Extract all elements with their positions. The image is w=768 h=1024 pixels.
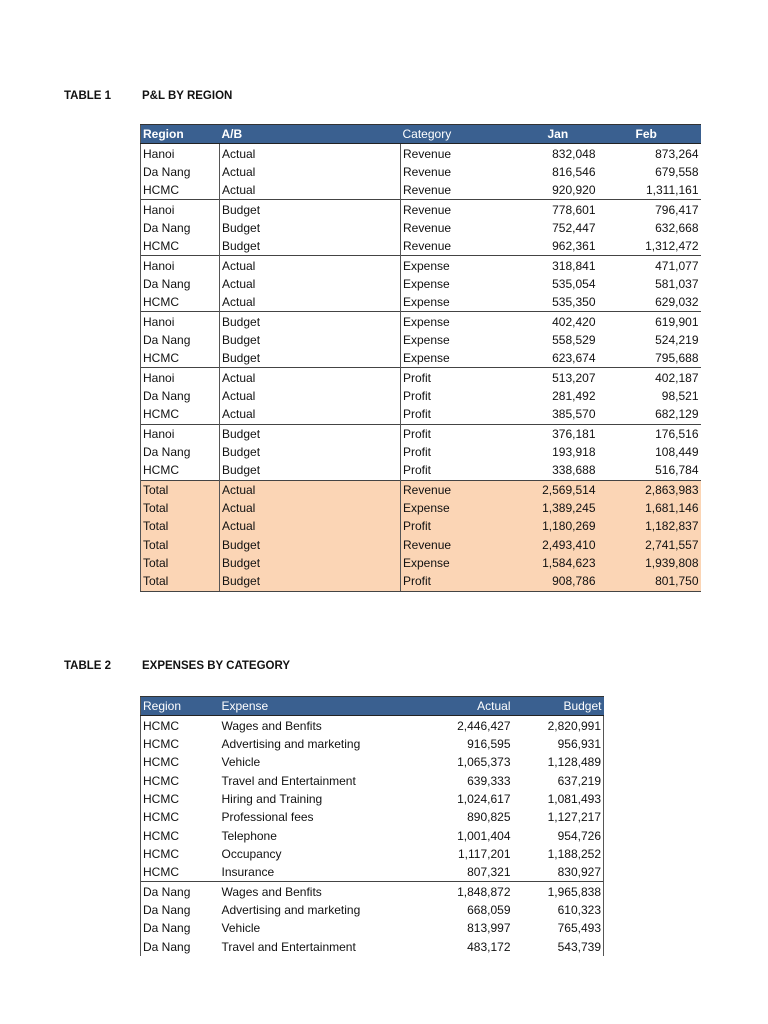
cell-region: HCMC	[141, 293, 220, 312]
cell-region: Hanoi	[141, 312, 220, 331]
table-row	[141, 424, 701, 443]
cell-feb: 1,939,808	[598, 554, 701, 572]
table-row	[141, 808, 604, 826]
table-header-row	[141, 697, 604, 716]
cell-ab: Actual	[220, 163, 401, 181]
cell-category: Expense	[401, 312, 501, 331]
cell-feb: 402,187	[598, 368, 701, 387]
cell-jan: 752,447	[552, 220, 596, 235]
cell-region: HCMC	[141, 237, 220, 256]
cell-ab: Actual	[220, 480, 401, 499]
cell-feb: 619,901	[598, 312, 701, 331]
cell-actual: 2,446,427	[457, 718, 511, 733]
table2-title: EXPENSES BY CATEGORY	[142, 660, 291, 672]
cell-category: Expense	[401, 349, 501, 368]
table-row	[141, 716, 604, 735]
cell-jan: 193,918	[552, 445, 596, 460]
cell-jan: 318,841	[501, 256, 598, 275]
cell-region: Hanoi	[141, 144, 220, 163]
table-row	[141, 461, 701, 480]
cell-expense: Hiring and Training	[221, 791, 323, 806]
cell-category: Expense	[401, 554, 501, 572]
table-row	[141, 387, 701, 405]
cell-ab: Budget	[220, 349, 401, 368]
table-row	[141, 845, 604, 863]
table1-label: TABLE 1	[64, 90, 112, 102]
cell-feb: 795,688	[655, 351, 699, 366]
table-row	[141, 275, 701, 293]
table-row	[141, 349, 701, 368]
table-row	[141, 443, 701, 461]
cell-budget: 543,739	[513, 937, 604, 955]
cell-jan: 1,180,269	[501, 517, 598, 535]
cell-jan: 535,054	[552, 276, 596, 291]
cell-region: HCMC	[141, 405, 220, 424]
cell-budget: 1,081,493	[513, 790, 604, 808]
cell-jan: 385,570	[552, 407, 596, 422]
cell-jan: 1,584,623	[501, 554, 598, 572]
cell-actual: 813,997	[467, 921, 511, 936]
cell-feb: 2,741,557	[598, 536, 701, 554]
cell-ab: Actual	[220, 368, 401, 387]
cell-feb: 471,077	[598, 256, 701, 275]
cell-ab: Actual	[220, 144, 401, 163]
cell-category: Profit	[401, 572, 501, 591]
pl-by-region-table	[140, 124, 701, 592]
cell-ab: Actual	[220, 293, 401, 312]
table-row	[141, 405, 701, 424]
cell-actual: 1,117,201	[458, 846, 511, 861]
cell-region: Da Nang	[141, 387, 220, 405]
cell-feb: 108,449	[655, 445, 699, 460]
cell-ab: Actual	[220, 256, 401, 275]
cell-ab: Budget	[220, 554, 401, 572]
cell-region: HCMC	[141, 349, 220, 368]
header-actual: Actual	[420, 697, 513, 716]
cell-feb: 98,521	[661, 388, 699, 403]
cell-region: Total	[141, 554, 220, 572]
table-row	[141, 163, 701, 181]
cell-category: Revenue	[401, 144, 501, 163]
header-jan: Jan	[501, 125, 598, 144]
table-row	[141, 735, 604, 753]
cell-jan: 558,529	[552, 332, 596, 347]
table2-label: TABLE 2	[64, 660, 112, 672]
cell-category: Profit	[401, 368, 501, 387]
cell-jan: 816,546	[552, 164, 596, 179]
cell-jan: 778,601	[501, 200, 598, 219]
header-category: Category	[401, 125, 501, 144]
cell-ab: Actual	[220, 181, 401, 200]
cell-expense: Vehicle	[221, 755, 261, 770]
cell-category: Revenue	[401, 480, 501, 499]
cell-region: Hanoi	[141, 424, 220, 443]
table-row	[141, 771, 604, 789]
cell-region: Da Nang	[141, 937, 220, 955]
header-region: Region	[141, 697, 220, 716]
cell-budget: 956,931	[513, 735, 604, 753]
table-row	[141, 753, 604, 771]
cell-expense: Insurance	[221, 865, 275, 880]
cell-ab: Actual	[220, 275, 401, 293]
cell-ab: Budget	[220, 219, 401, 237]
table-row	[141, 919, 604, 937]
cell-ab: Budget	[220, 312, 401, 331]
cell-jan: 1,389,245	[501, 499, 598, 517]
cell-jan: 2,569,514	[501, 480, 598, 499]
cell-actual: 1,024,617	[457, 791, 511, 806]
cell-ab: Budget	[220, 331, 401, 349]
cell-region: Hanoi	[141, 256, 220, 275]
cell-category: Profit	[401, 517, 501, 535]
cell-category: Expense	[401, 256, 501, 275]
table-row	[141, 572, 701, 591]
cell-region: HCMC	[141, 826, 220, 844]
cell-budget: 765,493	[513, 919, 604, 937]
cell-feb: 524,219	[655, 332, 699, 347]
table1-title: P&L BY REGION	[142, 90, 233, 102]
cell-category: Profit	[401, 461, 501, 480]
cell-actual: 916,595	[467, 736, 511, 751]
table-row	[141, 256, 701, 275]
cell-region: Total	[141, 499, 220, 517]
cell-region: HCMC	[141, 863, 220, 882]
cell-ab: Budget	[220, 237, 401, 256]
cell-category: Profit	[401, 405, 501, 424]
cell-region: HCMC	[141, 771, 220, 789]
header-budget: Budget	[513, 697, 604, 716]
cell-budget: 830,927	[513, 863, 604, 882]
cell-actual: 1,065,373	[457, 755, 511, 770]
cell-budget: 1,965,838	[513, 882, 604, 901]
cell-region: Da Nang	[141, 901, 220, 919]
cell-feb: 632,668	[655, 220, 699, 235]
cell-feb: 801,750	[598, 572, 701, 591]
cell-ab: Actual	[220, 387, 401, 405]
cell-region: Total	[141, 572, 220, 591]
cell-expense: Travel and Entertainment	[221, 773, 356, 788]
cell-feb: 581,037	[655, 276, 699, 291]
cell-expense: Professional fees	[221, 810, 314, 825]
table-row	[141, 181, 701, 200]
cell-category: Profit	[401, 424, 501, 443]
cell-region: Total	[141, 517, 220, 535]
table-row	[141, 293, 701, 312]
cell-ab: Budget	[220, 572, 401, 591]
cell-region: HCMC	[141, 790, 220, 808]
cell-feb: 679,558	[655, 164, 699, 179]
table-row	[141, 901, 604, 919]
cell-actual: 483,172	[467, 939, 511, 954]
cell-feb: 2,863,983	[598, 480, 701, 499]
cell-jan: 2,493,410	[501, 536, 598, 554]
cell-expense: Advertising and marketing	[221, 902, 361, 917]
cell-budget: 1,128,489	[513, 753, 604, 771]
cell-region: Da Nang	[141, 219, 220, 237]
cell-category: Expense	[401, 275, 501, 293]
cell-jan: 832,048	[552, 146, 596, 161]
table-row	[141, 219, 701, 237]
cell-feb: 873,264	[655, 146, 699, 161]
cell-expense: Telephone	[221, 828, 277, 843]
cell-jan: 535,350	[552, 295, 596, 310]
cell-feb: 1,312,472	[645, 239, 699, 254]
cell-feb: 176,516	[598, 424, 701, 443]
cell-feb: 1,681,146	[598, 499, 701, 517]
cell-category: Expense	[401, 499, 501, 517]
cell-region: Da Nang	[141, 331, 220, 349]
cell-region: HCMC	[141, 181, 220, 200]
cell-expense: Occupancy	[221, 846, 282, 861]
cell-actual: 639,333	[467, 773, 511, 788]
cell-feb: 1,311,161	[646, 183, 699, 198]
cell-expense: Vehicle	[221, 921, 261, 936]
cell-region: HCMC	[141, 753, 220, 771]
cell-region: HCMC	[141, 808, 220, 826]
cell-budget: 1,188,252	[513, 845, 604, 863]
cell-actual: 668,059	[467, 902, 511, 917]
table-row	[141, 499, 701, 517]
table-row	[141, 790, 604, 808]
cell-expense: Wages and Benfits	[220, 882, 420, 901]
cell-budget: 610,323	[513, 901, 604, 919]
cell-jan: 908,786	[501, 572, 598, 591]
cell-ab: Budget	[220, 461, 401, 480]
header-expense: Expense	[220, 697, 420, 716]
cell-actual: 807,321	[467, 865, 511, 880]
cell-category: Revenue	[401, 219, 501, 237]
table-row	[141, 368, 701, 387]
cell-ab: Actual	[220, 517, 401, 535]
cell-feb: 629,032	[655, 295, 699, 310]
cell-category: Revenue	[401, 181, 501, 200]
cell-category: Revenue	[401, 237, 501, 256]
cell-region: HCMC	[141, 735, 220, 753]
table-row	[141, 237, 701, 256]
cell-actual: 890,825	[467, 810, 511, 825]
cell-ab: Budget	[220, 200, 401, 219]
cell-budget: 954,726	[513, 826, 604, 844]
cell-category: Revenue	[401, 536, 501, 554]
table-row	[141, 536, 701, 554]
cell-region: Total	[141, 536, 220, 554]
cell-category: Profit	[401, 387, 501, 405]
table-row	[141, 826, 604, 844]
cell-region: Da Nang	[141, 163, 220, 181]
cell-jan: 623,674	[552, 351, 596, 366]
cell-ab: Actual	[220, 405, 401, 424]
table-row	[141, 144, 701, 163]
cell-jan: 962,361	[552, 239, 596, 254]
header-region: Region	[141, 125, 220, 144]
table-row	[141, 882, 604, 901]
expenses-by-category-table	[140, 696, 604, 956]
cell-feb: 1,182,837	[598, 517, 701, 535]
table-row	[141, 554, 701, 572]
cell-actual: 1,001,404	[457, 828, 511, 843]
table-header-row	[141, 125, 701, 144]
table-row	[141, 480, 701, 499]
table-row	[141, 937, 604, 955]
cell-category: Expense	[401, 293, 501, 312]
cell-region: Da Nang	[141, 275, 220, 293]
cell-feb: 516,784	[655, 463, 699, 478]
cell-category: Revenue	[401, 163, 501, 181]
cell-jan: 402,420	[501, 312, 598, 331]
cell-region: Hanoi	[141, 368, 220, 387]
table-row	[141, 200, 701, 219]
cell-jan: 281,492	[552, 388, 596, 403]
cell-ab: Budget	[220, 424, 401, 443]
cell-jan: 338,688	[552, 463, 596, 478]
cell-region: Total	[141, 480, 220, 499]
cell-feb: 682,129	[655, 407, 699, 422]
cell-region: Da Nang	[141, 882, 220, 901]
cell-category: Revenue	[401, 200, 501, 219]
cell-jan: 513,207	[501, 368, 598, 387]
cell-region: HCMC	[141, 845, 220, 863]
table-row	[141, 331, 701, 349]
header-ab: A/B	[220, 125, 401, 144]
cell-region: HCMC	[141, 461, 220, 480]
cell-budget: 1,127,217	[513, 808, 604, 826]
table-row	[141, 312, 701, 331]
cell-region: HCMC	[141, 716, 220, 735]
cell-ab: Budget	[220, 536, 401, 554]
cell-jan: 920,920	[552, 183, 596, 198]
header-feb: Feb	[598, 125, 701, 144]
cell-region: Hanoi	[141, 200, 220, 219]
cell-category: Expense	[401, 331, 501, 349]
table-row	[141, 517, 701, 535]
cell-actual: 1,848,872	[420, 882, 513, 901]
cell-region: Da Nang	[141, 443, 220, 461]
cell-region: Da Nang	[141, 919, 220, 937]
cell-budget: 637,219	[513, 771, 604, 789]
cell-budget: 2,820,991	[513, 716, 604, 735]
cell-expense: Travel and Entertainment	[221, 939, 356, 954]
cell-expense: Advertising and marketing	[221, 736, 361, 751]
cell-feb: 796,417	[598, 200, 701, 219]
cell-jan: 376,181	[501, 424, 598, 443]
cell-ab: Actual	[220, 499, 401, 517]
cell-expense: Wages and Benfits	[221, 718, 322, 733]
table-row	[141, 863, 604, 882]
cell-category: Profit	[401, 443, 501, 461]
cell-ab: Budget	[220, 443, 401, 461]
